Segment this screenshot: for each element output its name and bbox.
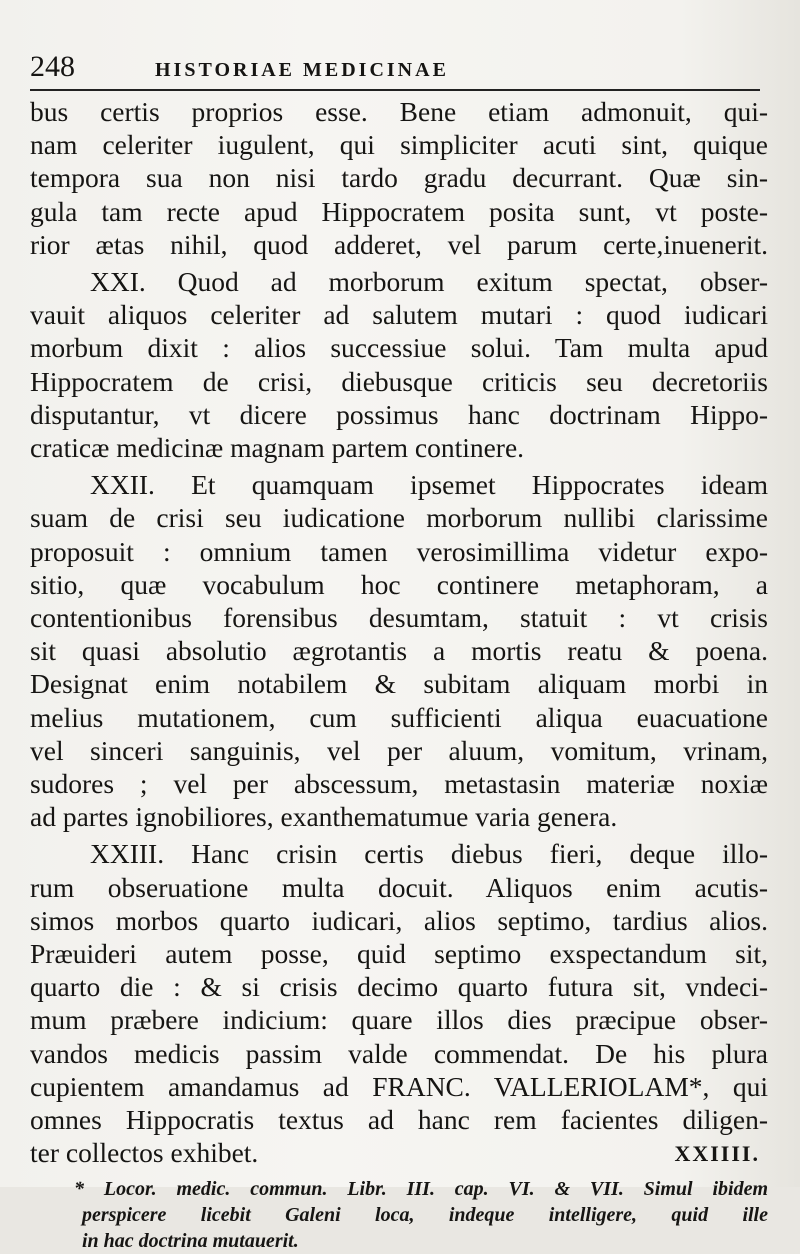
text-line: ter collectos exhibet.: [30, 1137, 259, 1169]
text-line: Designat enim notabilem & subitam aliquam morbi in: [30, 668, 768, 700]
footnote-line: perspicere licebit Galeni loca, indeque intelligere, quid ille: [82, 1203, 768, 1226]
text-line: vandos medicis passim valde commendat. De his plura: [30, 1037, 768, 1069]
text-line: proposuit : omnium tamen verosimillima videtur expo-: [30, 535, 768, 567]
text-line: morbum dixit : alios successiue solui. Tam multa apud: [30, 332, 768, 364]
text-line: suam de crisi seu iudicatione morborum nullibi clarissime: [30, 502, 768, 534]
text-line: vauit aliquos celeriter ad salutem mutari : quod iudicari: [30, 299, 768, 331]
text-line: rum obseruatione multa docuit. Aliquos enim acutis-: [30, 871, 768, 903]
text-line: simos morbos quarto iudicari, alios septimo, tardius alios.: [30, 904, 768, 936]
text-line: vel sinceri sanguinis, vel per aluum, vomitum, vrinam,: [30, 734, 768, 766]
page-header: [30, 50, 760, 91]
footnote-line: * Locor. medic. commun. Libr. III. cap. VI. & VII. Simul ibidem: [74, 1177, 768, 1200]
section-start-xxi: XXI. Quod ad morborum exitum spectat, obser-: [90, 266, 768, 298]
text-line: rior ætas nihil, quod adderet, vel parum certe,inuenerit.: [30, 228, 768, 260]
page-number: 248: [30, 50, 75, 83]
text-line: mum præbere indicium: quare illos dies præcipue obser-: [30, 1004, 768, 1036]
text-line: bus certis proprios esse. Bene etiam admonuit, qui-: [30, 96, 768, 127]
text-line: disputantur, vt dicere possimus hanc doctrinam Hippo-: [30, 398, 768, 430]
body-text: [30, 95, 768, 1170]
footnote-line: in hac doctrina mutauerit.: [82, 1229, 299, 1252]
text-line: craticæ medicinæ magnam partem continere.: [30, 432, 525, 464]
text-line: Hippocratem de crisi, diebusque criticis seu decretoriis: [30, 365, 768, 397]
text-line: tempora sua non nisi tardo gradu decurrant. Quæ sin-: [30, 162, 768, 194]
text-line: contentionibus forensibus desumtam, statuit : vt crisis: [30, 602, 768, 634]
catchword: XXIIII.: [674, 1141, 760, 1166]
text-line: melius mutationem, cum sufficienti aliqua euacuatione: [30, 701, 768, 733]
text-line: ad partes ignobiliores, exanthematumue varia genera.: [30, 801, 618, 833]
running-head: HISTORIAE MEDICINAE: [155, 59, 449, 81]
text-line: nam celeriter iugulent, qui simpliciter acuti sint, quique: [30, 129, 768, 161]
text-line: gula tam recte apud Hippocratem posita sunt, vt poste-: [30, 195, 768, 227]
text-line: sudores ; vel per abscessum, metastasin materiæ noxiæ: [30, 768, 768, 800]
text-line: sitio, quæ vocabulum hoc continere metaphoram, a: [30, 568, 768, 600]
text-line: cupientem amandamus ad FRANC. VALLERIOLAM*, qui: [30, 1070, 768, 1102]
text-line: omnes Hippocratis textus ad hanc rem facientes diligen-: [30, 1104, 768, 1136]
footnote: [30, 1176, 768, 1254]
section-start-xxiii: XXIII. Hanc crisin certis diebus fieri, deque illo-: [90, 838, 768, 870]
text-line: quarto die : & si crisis decimo quarto futura sit, vndeci-: [30, 971, 768, 1003]
section-start-xxii: XXII. Et quamquam ipsemet Hippocrates ideam: [90, 469, 768, 501]
text-line: Præuideri autem posse, quid septimo exspectandum sit,: [30, 938, 768, 970]
text-line: sit quasi absolutio ægrotantis a mortis reatu & poena.: [30, 635, 768, 667]
